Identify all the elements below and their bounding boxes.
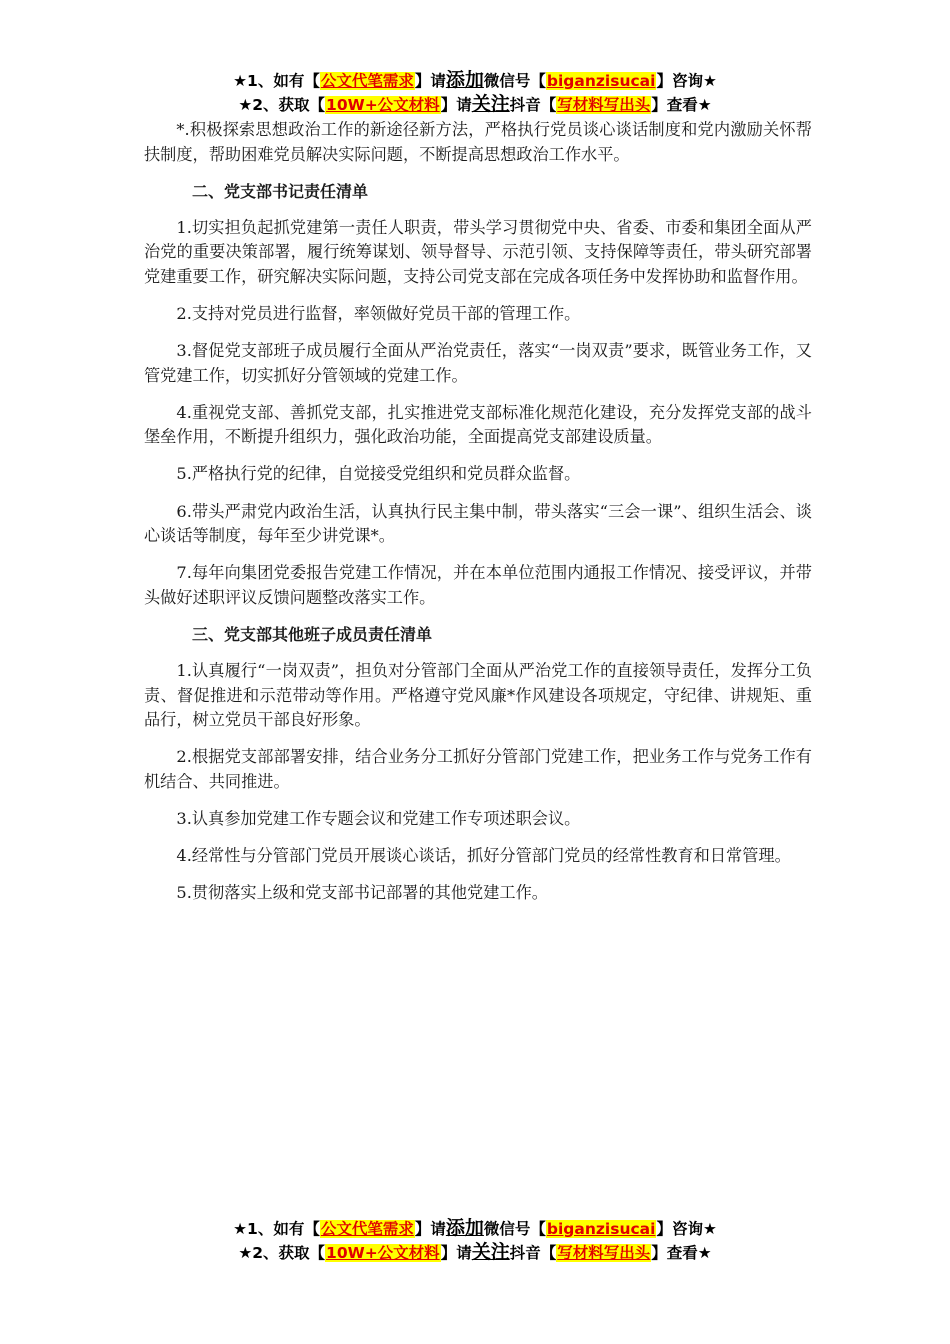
banner-emphasis: 关注 — [471, 93, 510, 115]
section3-item: 2.根据党支部部署安排，结合业务分工抓好分管部门党建工作，把业务工作与党务工作有机结合、共同推进。 — [144, 747, 812, 791]
section3-item: 1.认真履行“一岗双责”，担负对分管部门全面从严治党工作的直接领导责任，发挥分工负责、督促推进和示范带动等作用。严格遵守党风廉*作风建设各项规定，守纪律、讲规矩、重品行，树立党员干部良好形象。 — [144, 660, 812, 730]
banner-text: 】请 — [414, 72, 446, 90]
highlight-materials: 10W+公文材料 — [326, 1244, 440, 1262]
section2-item: 5.严格执行党的纪律，自觉接受党组织和党员群众监督。 — [176, 464, 581, 484]
banner-emphasis: 添加 — [445, 69, 484, 91]
banner-text: 】查看★ — [651, 1244, 712, 1262]
banner-text: ★1、如有【 — [233, 1220, 320, 1238]
highlight-service: 公文代笔需求 — [320, 72, 414, 90]
highlight-service: 公文代笔需求 — [320, 1220, 414, 1238]
section3-item: 4.经常性与分管部门党员开展谈心谈话，抓好分管部门党员的经常性教育和日常管理。 — [176, 845, 791, 865]
banner-text: 】请 — [440, 96, 472, 114]
highlight-materials: 10W+公文材料 — [326, 96, 440, 114]
banner-text: 微信号【 — [483, 1220, 546, 1238]
section2-item: 4.重视党支部、善抓党支部，扎实推进党支部标准化规范化建设，充分发挥党支部的战斗堡垒作用，不断提升组织力，强化政治功能，全面提高党支部建设质量。 — [144, 402, 812, 447]
section2-item: 2.支持对党员进行监督，率领做好党员干部的管理工作。 — [176, 303, 581, 323]
banner-text: ★2、获取【 — [238, 1244, 326, 1262]
banner-text: 】咨询★ — [656, 72, 717, 90]
banner-text: 】查看★ — [651, 96, 712, 114]
section-heading-3: 三、党支部其他班子成员责任清单 — [192, 624, 433, 644]
banner-text: 】咨询★ — [656, 1220, 717, 1238]
section2-item: 3.督促党支部班子成员履行全面从严治党责任，落实“一岗双责”要求，既管业务工作，又管党建工作，切实抓好分管领域的党建工作。 — [144, 341, 812, 385]
section-heading-2: 二、党支部书记责任清单 — [192, 181, 369, 201]
banner-text: 抖音【 — [509, 1244, 557, 1262]
banner-emphasis: 关注 — [471, 1241, 510, 1263]
header-banner — [0, 69, 950, 117]
banner-line-1 — [0, 69, 950, 93]
banner-line-2 — [0, 93, 950, 117]
document-body — [144, 118, 812, 918]
highlight-douyin-account: 写材料写出头 — [557, 1244, 651, 1262]
section3-item: 5.贯彻落实上级和党支部书记部署的其他党建工作。 — [176, 883, 548, 903]
intro-paragraph: *.积极探索思想政治工作的新途径新方法，严格执行党员谈心谈话制度和党内激励关怀帮扶制度，帮助困难党员解决实际问题，不断提高思想政治工作水平。 — [144, 120, 812, 164]
section2-item: 7.每年向集团党委报告党建工作情况，并在本单位范围内通报工作情况、接受评议，并带头做好述职评议反馈问题整改落实工作。 — [144, 563, 812, 607]
banner-text: 抖音【 — [509, 96, 557, 114]
section2-item: 1.切实担负起抓党建第一责任人职责，带头学习贯彻党中央、省委、市委和集团全面从严治党的重要决策部署，履行统筹谋划、领导督导、示范引领、支持保障等责任，带头研究部署党建重要工作，研究解决实际问题，支持公司党支部在完成各项任务中发挥协助和监督作用。 — [144, 217, 812, 286]
banner-text: 】请 — [414, 1220, 446, 1238]
banner-text: ★1、如有【 — [233, 72, 320, 90]
footer-banner — [0, 1217, 950, 1265]
banner-line-1 — [0, 1217, 950, 1241]
section3-item: 3.认真参加党建工作专题会议和党建工作专项述职会议。 — [176, 808, 581, 828]
banner-text: 】请 — [440, 1244, 472, 1262]
banner-text: 微信号【 — [483, 72, 546, 90]
section2-item: 6.带头严肃党内政治生活，认真执行民主集中制，带头落实“三会一课”、组织生活会、谈心谈话等制度，每年至少讲党课*。 — [144, 501, 812, 546]
highlight-wechat-id: biganzisucai — [546, 72, 656, 90]
banner-emphasis: 添加 — [445, 1217, 484, 1239]
banner-text: ★2、获取【 — [238, 96, 326, 114]
highlight-wechat-id: biganzisucai — [546, 1220, 656, 1238]
banner-line-2 — [0, 1241, 950, 1265]
highlight-douyin-account: 写材料写出头 — [557, 96, 651, 114]
